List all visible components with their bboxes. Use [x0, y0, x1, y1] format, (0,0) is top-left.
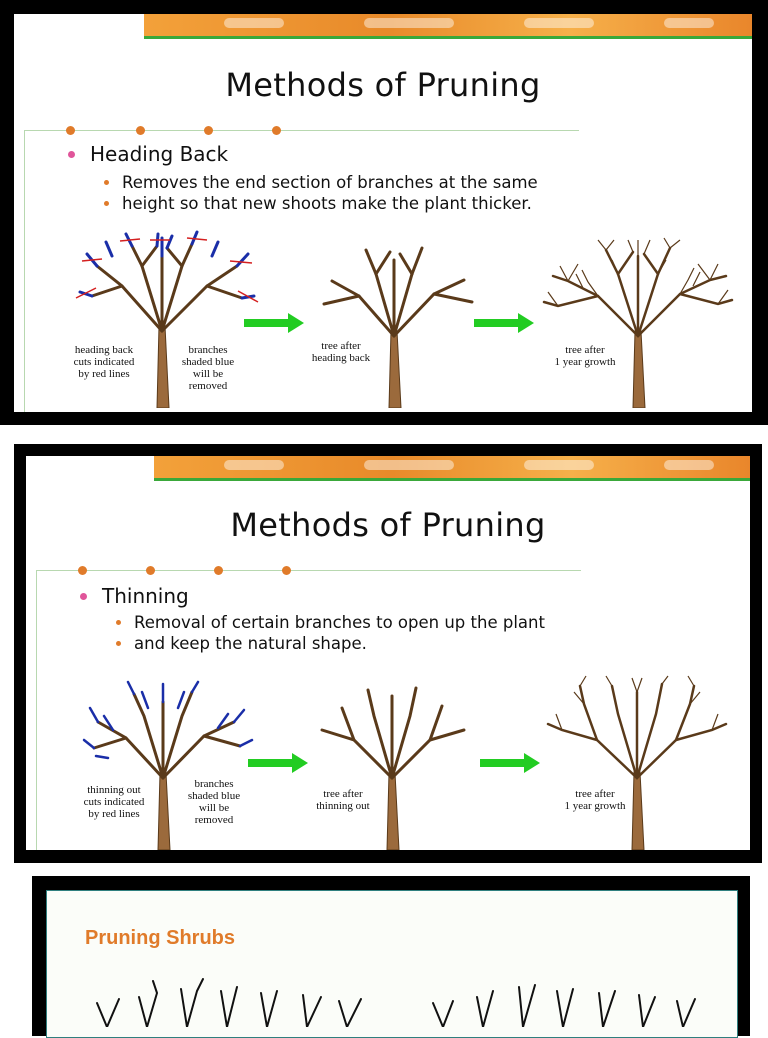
slide-2-caption-after [298, 788, 388, 812]
slide-2-heading: Thinning [102, 584, 189, 608]
caption-line: tree after [321, 340, 361, 352]
slide-1-rule-vertical [24, 130, 25, 412]
caption-line: removed [194, 814, 234, 826]
caption-line: cuts indicated [83, 796, 145, 808]
caption-line: heading back [74, 344, 134, 356]
caption-line: thinning out [87, 784, 141, 796]
slide-2 [26, 456, 750, 850]
slide-2-description-2 [134, 633, 367, 654]
slide-1-description-2 [122, 193, 532, 214]
caption-line: tree after [565, 344, 605, 356]
slide-2-header-bar [154, 456, 750, 481]
shrub-before-branches [77, 977, 377, 1027]
slide-1-caption-cuts [54, 344, 154, 380]
caption-line: 1 year growth [564, 800, 626, 812]
slide-2-caption-cuts [64, 784, 164, 820]
slide-1 [14, 14, 752, 412]
slide-2-arrow-1 [248, 752, 310, 774]
caption-line: heading back [311, 352, 371, 364]
slide-1-rule [24, 130, 579, 131]
caption-line: by red lines [88, 808, 140, 820]
slide-2-dot [78, 566, 87, 575]
slide-1-caption-after [296, 340, 386, 364]
caption-line: thinning out [316, 800, 370, 812]
caption-line: 1 year growth [554, 356, 616, 368]
slide-1-arrow-1 [244, 312, 306, 334]
slide-2-description-2-text: and keep the natural shape. [134, 634, 367, 653]
caption-line: cuts indicated [73, 356, 135, 368]
slide-1-arrow-2 [474, 312, 536, 334]
slide-2-dot [146, 566, 155, 575]
slide-1-description-2-text: height so that new shoots make the plant thicker. [122, 194, 532, 213]
slide-2-caption-growth [550, 788, 640, 812]
slide-2-rule-vertical [36, 570, 37, 850]
slide-2-dot [214, 566, 223, 575]
slide-1-dot [136, 126, 145, 135]
shrub-after-branches [423, 977, 713, 1027]
slide-2-arrow-2 [480, 752, 542, 774]
slide-2-dot [282, 566, 291, 575]
slide-2-caption-branches [170, 778, 258, 826]
caption-line: by red lines [78, 368, 130, 380]
slide-1-caption-branches [164, 344, 252, 392]
caption-line: will be [192, 368, 224, 380]
slide-2-tree-after [302, 678, 482, 850]
caption-line: branches [188, 344, 228, 356]
slide-2-description-1: Removal of certain branches to open up the plant [134, 613, 545, 632]
slide-2-tree-growth [542, 674, 732, 850]
caption-line: shaded blue [187, 790, 241, 802]
slide-2-rule [36, 570, 581, 571]
caption-line: branches [194, 778, 234, 790]
slide-1-description-1: Removes the end section of branches at the same [122, 173, 538, 192]
caption-line: removed [188, 380, 228, 392]
caption-line: shaded blue [181, 356, 235, 368]
slide-3-frame [32, 876, 750, 1036]
slide-2-frame [14, 444, 762, 863]
slide-1-heading: Heading Back [90, 142, 229, 166]
slide-1-title: Methods of Pruning [225, 66, 541, 104]
slide-1-dot [66, 126, 75, 135]
slide-1-tree-growth [538, 236, 738, 408]
caption-line: tree after [323, 788, 363, 800]
slide-2-title: Methods of Pruning [230, 506, 546, 544]
slide-1-tree-after [304, 236, 484, 408]
slide-3-title: Pruning Shrubs [85, 927, 235, 949]
caption-line: will be [198, 802, 230, 814]
slide-1-frame [0, 0, 768, 425]
slide-1-dot [272, 126, 281, 135]
slide-1-caption-growth [540, 344, 630, 368]
caption-line: tree after [575, 788, 615, 800]
slide-3 [46, 890, 738, 1038]
slide-1-dot [204, 126, 213, 135]
slide-1-header-bar [144, 14, 752, 39]
